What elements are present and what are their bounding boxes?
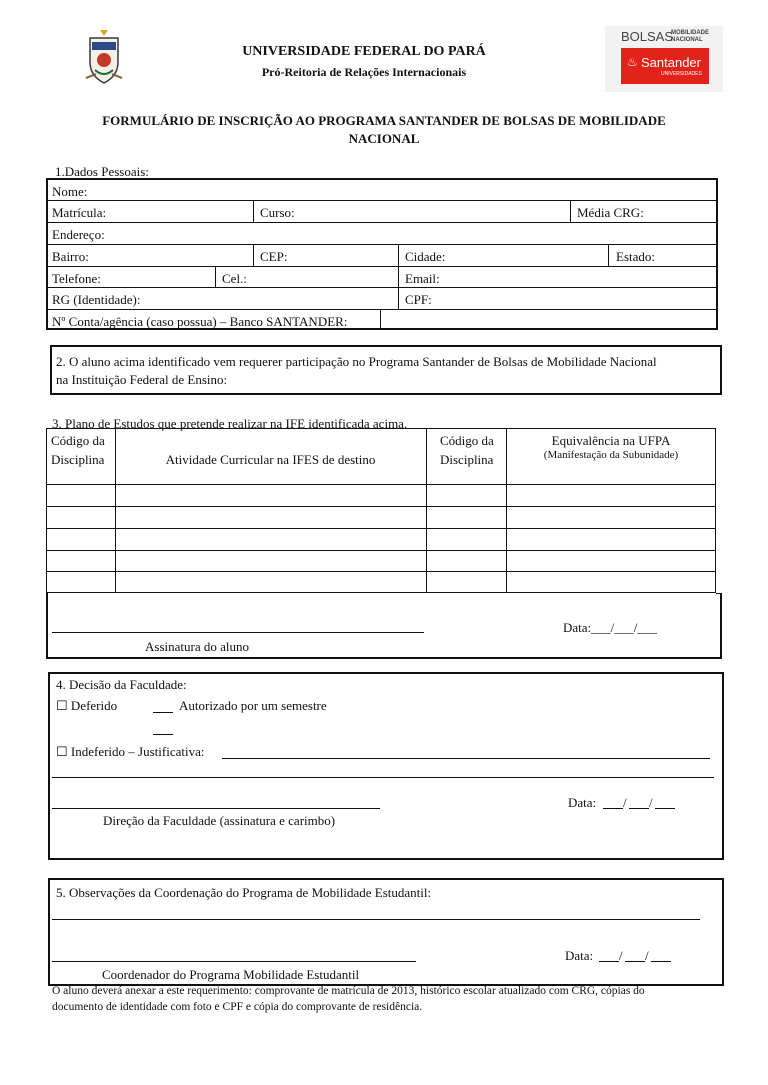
section5-heading: 5. Observações da Coordenação do Programa de Mobilidade Estudantil: xyxy=(56,885,432,900)
field-conta-santander: Nº Conta/agência (caso possua) – Banco SANTANDER: xyxy=(52,314,348,329)
logo-brand-sub-text: UNIVERSIDADES xyxy=(661,71,702,77)
justificativa-line-2[interactable] xyxy=(52,777,714,778)
col-equivalencia-line2: (Manifestação da Subunidade) xyxy=(543,449,679,461)
field-nome: Nome: xyxy=(52,184,88,199)
field-cpf: CPF: xyxy=(405,292,432,307)
field-bairro: Bairro: xyxy=(52,249,89,264)
footer-note-line2: documento de identidade com foto e CPF e cópia do comprovante de residência. xyxy=(52,1001,423,1013)
department-name: Pró-Reitoria de Relações Internacionais xyxy=(261,65,467,79)
student-signature-date[interactable]: Data:___/___/___ xyxy=(563,620,657,635)
col-codigo-origem-line1: Código da xyxy=(51,433,105,448)
semester-blank-line[interactable] xyxy=(153,712,173,713)
deferido-checkbox[interactable]: ☐ Deferido xyxy=(56,698,118,713)
section4-heading: 4. Decisão da Faculdade: xyxy=(56,677,187,692)
request-statement-line1: 2. O aluno acima identificado vem requerer participação no Programa Santander de Bolsas de Mobilidade Nacional xyxy=(56,354,657,369)
coordinator-signature-label: Coordenador do Programa Mobilidade Estudantil xyxy=(102,967,360,982)
observations-line[interactable] xyxy=(52,919,700,920)
logo-brand-text: Santander xyxy=(641,55,701,70)
flame-icon: ♨ xyxy=(627,55,638,69)
coordinator-date-label: Data: xyxy=(565,948,594,963)
col-atividade-curricular: Atividade Curricular na IFES de destino xyxy=(165,452,376,467)
request-statement-box xyxy=(50,345,722,395)
field-matricula: Matrícula: xyxy=(52,205,107,220)
footer-note-line1: O aluno deverá anexar a este requerimento: comprovante de matrícula de 2013, histórico escolar atualizado com CRG, cópias do xyxy=(52,985,645,997)
field-telefone: Telefone: xyxy=(52,271,101,286)
justificativa-line-1[interactable] xyxy=(222,758,710,759)
student-signature-line[interactable] xyxy=(52,632,424,633)
faculty-signature-label: Direção da Faculdade (assinatura e carimbo) xyxy=(103,813,336,828)
logo-mobilidade-text: MOBILIDADE xyxy=(671,30,709,36)
faculty-signature-line[interactable] xyxy=(52,808,380,809)
logo-red-block xyxy=(621,48,709,84)
student-signature-label: Assinatura do aluno xyxy=(145,639,249,654)
field-cidade: Cidade: xyxy=(405,249,446,264)
field-cep: CEP: xyxy=(260,249,288,264)
col-codigo-destino-line1: Código da xyxy=(440,433,494,448)
semester-blank-line-2[interactable] xyxy=(153,734,173,735)
coordinator-signature-line[interactable] xyxy=(52,961,416,962)
santander-logo xyxy=(605,26,723,92)
col-codigo-destino-line2: Disciplina xyxy=(440,452,494,467)
section3-heading: 3. Plano de Estudos que pretende realizar na IFE identificada acima. xyxy=(52,416,408,431)
field-rg: RG (Identidade): xyxy=(52,292,141,307)
field-estado: Estado: xyxy=(616,249,655,264)
faculty-date-label: Data: xyxy=(568,795,597,810)
autorizado-semestre-label: Autorizado por um semestre xyxy=(179,698,327,713)
university-name: UNIVERSIDADE FEDERAL DO PARÁ xyxy=(242,44,486,59)
field-media-crg: Média CRG: xyxy=(577,205,644,220)
field-email: Email: xyxy=(405,271,440,286)
indeferido-checkbox[interactable]: ☐ Indeferido – Justificativa: xyxy=(56,744,205,759)
faculty-decision-box xyxy=(48,672,724,860)
field-curso: Curso: xyxy=(260,205,295,220)
form-title-line1: FORMULÁRIO DE INSCRIÇÃO AO PROGRAMA SANTANDER DE BOLSAS DE MOBILIDADE xyxy=(102,113,666,128)
logo-bolsas-text: BOLSAS xyxy=(621,29,674,44)
field-endereco: Endereço: xyxy=(52,227,105,242)
col-codigo-origem-line2: Disciplina xyxy=(51,452,105,467)
field-cel: Cel.: xyxy=(222,271,247,286)
col-equivalencia-line1: Equivalência na UFPA xyxy=(551,433,671,448)
request-statement-line2: na Instituição Federal de Ensino: xyxy=(56,372,228,387)
logo-nacional-text: NACIONAL xyxy=(671,37,703,43)
form-title-line2: NACIONAL xyxy=(348,131,420,146)
section1-heading: 1.Dados Pessoais: xyxy=(55,164,149,179)
